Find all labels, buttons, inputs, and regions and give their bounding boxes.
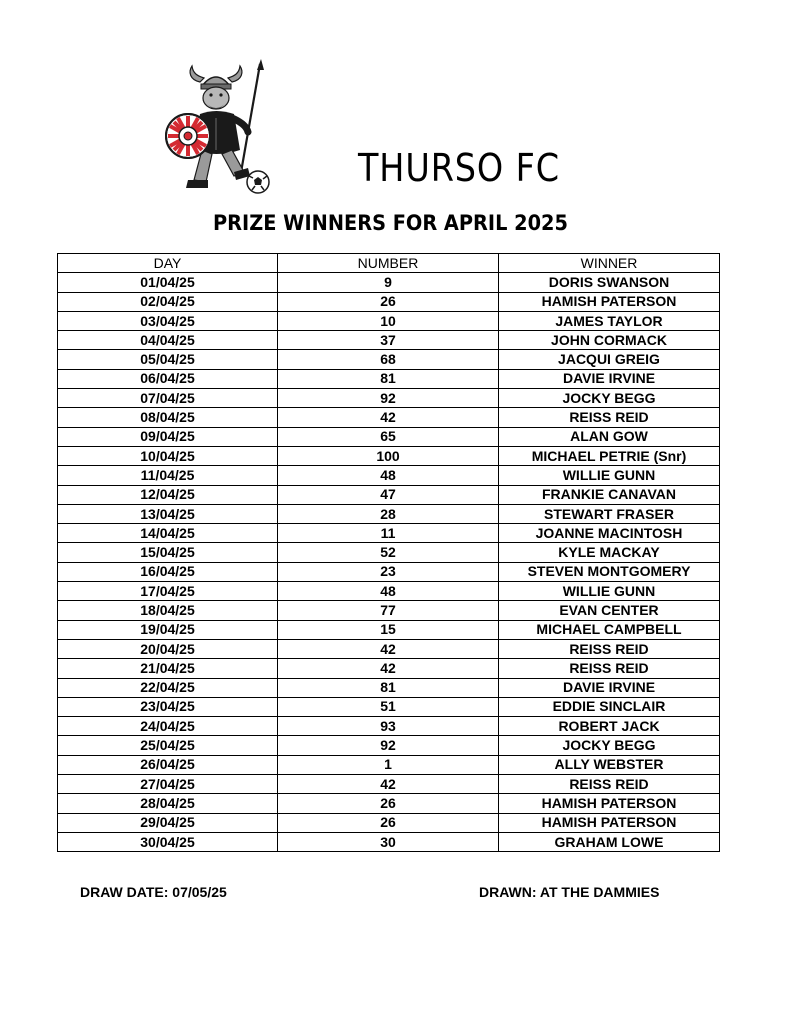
cell-day: 10/04/25	[58, 446, 278, 465]
cell-day: 04/04/25	[58, 331, 278, 350]
cell-winner: HAMISH PATERSON	[499, 292, 720, 311]
cell-day: 21/04/25	[58, 659, 278, 678]
cell-number: 26	[278, 794, 499, 813]
cell-number: 81	[278, 369, 499, 388]
cell-number: 81	[278, 678, 499, 697]
cell-winner: ALAN GOW	[499, 427, 720, 446]
cell-winner: WILLIE GUNN	[499, 582, 720, 601]
cell-day: 07/04/25	[58, 389, 278, 408]
cell-number: 68	[278, 350, 499, 369]
cell-number: 92	[278, 389, 499, 408]
table-row	[58, 331, 720, 350]
table-row	[58, 446, 720, 465]
cell-winner: REISS REID	[499, 659, 720, 678]
table-row	[58, 832, 720, 851]
table-row	[58, 311, 720, 330]
table-row	[58, 639, 720, 658]
cell-day: 01/04/25	[58, 273, 278, 292]
cell-day: 28/04/25	[58, 794, 278, 813]
cell-day: 09/04/25	[58, 427, 278, 446]
cell-number: 92	[278, 736, 499, 755]
table-row	[58, 562, 720, 581]
cell-day: 27/04/25	[58, 775, 278, 794]
cell-winner: JOCKY BEGG	[499, 736, 720, 755]
cell-day: 11/04/25	[58, 466, 278, 485]
cell-day: 16/04/25	[58, 562, 278, 581]
cell-day: 12/04/25	[58, 485, 278, 504]
cell-number: 11	[278, 524, 499, 543]
cell-winner: HAMISH PATERSON	[499, 794, 720, 813]
cell-number: 26	[278, 292, 499, 311]
page-title: PRIZE WINNERS FOR APRIL 2025	[213, 211, 568, 235]
cell-winner: HAMISH PATERSON	[499, 813, 720, 832]
cell-winner: ALLY WEBSTER	[499, 755, 720, 774]
cell-winner: STEVEN MONTGOMERY	[499, 562, 720, 581]
table-row	[58, 620, 720, 639]
cell-number: 42	[278, 408, 499, 427]
table-header-row	[58, 254, 720, 273]
cell-day: 15/04/25	[58, 543, 278, 562]
column-header-number: NUMBER	[278, 254, 499, 273]
cell-winner: DAVIE IRVINE	[499, 678, 720, 697]
cell-number: 48	[278, 466, 499, 485]
cell-day: 20/04/25	[58, 639, 278, 658]
table-row	[58, 273, 720, 292]
table-row	[58, 389, 720, 408]
cell-day: 24/04/25	[58, 717, 278, 736]
cell-winner: EVAN CENTER	[499, 601, 720, 620]
cell-winner: REISS REID	[499, 775, 720, 794]
cell-number: 30	[278, 832, 499, 851]
prize-winners-table	[57, 253, 720, 852]
table-row	[58, 543, 720, 562]
cell-number: 9	[278, 273, 499, 292]
cell-number: 26	[278, 813, 499, 832]
table-row	[58, 582, 720, 601]
cell-number: 15	[278, 620, 499, 639]
cell-number: 1	[278, 755, 499, 774]
cell-number: 52	[278, 543, 499, 562]
table-row	[58, 524, 720, 543]
cell-day: 23/04/25	[58, 697, 278, 716]
table-row	[58, 736, 720, 755]
table-row	[58, 408, 720, 427]
cell-winner: JOHN CORMACK	[499, 331, 720, 350]
table-row	[58, 292, 720, 311]
cell-number: 37	[278, 331, 499, 350]
cell-number: 23	[278, 562, 499, 581]
cell-number: 65	[278, 427, 499, 446]
cell-day: 13/04/25	[58, 504, 278, 523]
cell-winner: MICHAEL PETRIE (Snr)	[499, 446, 720, 465]
cell-number: 10	[278, 311, 499, 330]
cell-winner: REISS REID	[499, 639, 720, 658]
cell-day: 22/04/25	[58, 678, 278, 697]
table-row	[58, 601, 720, 620]
cell-number: 28	[278, 504, 499, 523]
cell-number: 77	[278, 601, 499, 620]
table-row	[58, 775, 720, 794]
cell-number: 51	[278, 697, 499, 716]
cell-day: 03/04/25	[58, 311, 278, 330]
cell-day: 14/04/25	[58, 524, 278, 543]
cell-day: 02/04/25	[58, 292, 278, 311]
cell-day: 06/04/25	[58, 369, 278, 388]
table-row	[58, 427, 720, 446]
table-row	[58, 697, 720, 716]
cell-day: 08/04/25	[58, 408, 278, 427]
table-row	[58, 813, 720, 832]
table-row	[58, 755, 720, 774]
column-header-winner: WINNER	[499, 254, 720, 273]
table-row	[58, 794, 720, 813]
table-row	[58, 504, 720, 523]
column-header-day: DAY	[58, 254, 278, 273]
cell-winner: JAMES TAYLOR	[499, 311, 720, 330]
cell-winner: WILLIE GUNN	[499, 466, 720, 485]
table-row	[58, 350, 720, 369]
draw-date: DRAW DATE: 07/05/25	[80, 884, 227, 900]
cell-number: 42	[278, 659, 499, 678]
cell-day: 29/04/25	[58, 813, 278, 832]
cell-day: 25/04/25	[58, 736, 278, 755]
viking-mascot-icon	[160, 58, 275, 198]
cell-winner: JACQUI GREIG	[499, 350, 720, 369]
table-row	[58, 369, 720, 388]
club-title: THURSO FC	[358, 146, 560, 190]
cell-winner: MICHAEL CAMPBELL	[499, 620, 720, 639]
cell-winner: FRANKIE CANAVAN	[499, 485, 720, 504]
drawn-location: DRAWN: AT THE DAMMIES	[479, 884, 660, 900]
cell-number: 42	[278, 775, 499, 794]
cell-winner: REISS REID	[499, 408, 720, 427]
cell-number: 42	[278, 639, 499, 658]
table-row	[58, 466, 720, 485]
cell-winner: JOCKY BEGG	[499, 389, 720, 408]
cell-winner: GRAHAM LOWE	[499, 832, 720, 851]
cell-winner: STEWART FRASER	[499, 504, 720, 523]
cell-number: 93	[278, 717, 499, 736]
cell-day: 17/04/25	[58, 582, 278, 601]
table-row	[58, 485, 720, 504]
table-row	[58, 678, 720, 697]
cell-day: 26/04/25	[58, 755, 278, 774]
cell-number: 47	[278, 485, 499, 504]
cell-winner: JOANNE MACINTOSH	[499, 524, 720, 543]
cell-winner: DORIS SWANSON	[499, 273, 720, 292]
cell-day: 18/04/25	[58, 601, 278, 620]
table-row	[58, 659, 720, 678]
cell-winner: KYLE MACKAY	[499, 543, 720, 562]
table-row	[58, 717, 720, 736]
cell-day: 05/04/25	[58, 350, 278, 369]
cell-number: 100	[278, 446, 499, 465]
cell-winner: DAVIE IRVINE	[499, 369, 720, 388]
cell-winner: EDDIE SINCLAIR	[499, 697, 720, 716]
cell-number: 48	[278, 582, 499, 601]
cell-day: 19/04/25	[58, 620, 278, 639]
cell-winner: ROBERT JACK	[499, 717, 720, 736]
cell-day: 30/04/25	[58, 832, 278, 851]
